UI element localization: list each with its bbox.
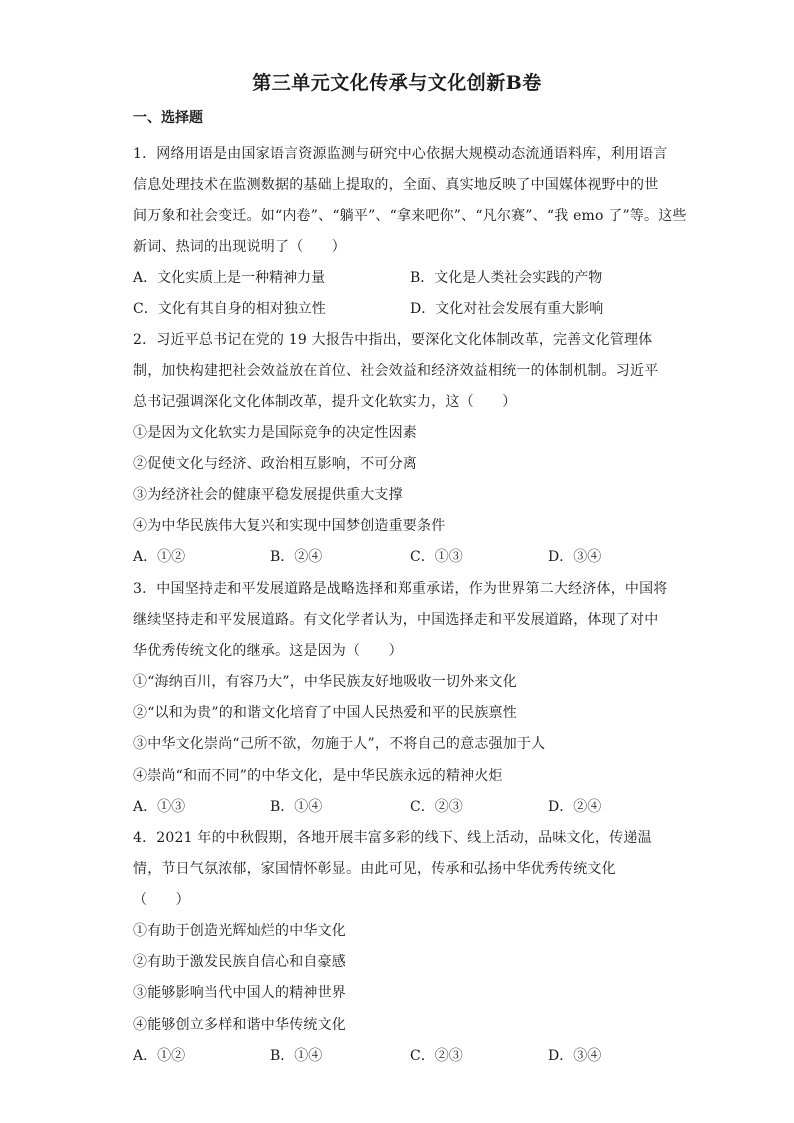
q1-option-b: B．文化是人类社会实践的产物 — [410, 270, 603, 286]
q3-line: 华优秀传统文化的继承。这是因为（ ） — [133, 643, 403, 659]
q1-line: 新词、热词的出现说明了（ ） — [133, 239, 346, 255]
section-heading: 一、选择题 — [133, 110, 203, 126]
q4-line: （ ） — [133, 892, 190, 908]
q4-statement: ②有助于激发民族自信心和自豪感 — [133, 954, 346, 970]
q2-option-b: B．②④ — [270, 549, 323, 565]
q4-option-d: D．③④ — [548, 1048, 602, 1064]
q2-line: 制，加快构建把社会效益放在首位、社会效益和经济效益相统一的体制机制。习近平 — [133, 363, 659, 379]
q3-option-a: A．①③ — [133, 799, 186, 815]
document-title: 第三单元文化传承与文化创新B卷 — [252, 72, 542, 94]
q1-option-c: C．文化有其自身的相对独立性 — [133, 301, 326, 317]
q1-option-a: A．文化实质上是一种精神力量 — [133, 270, 326, 286]
q3-statement: ①“海纳百川，有容乃大”，中华民族友好地吸收一切外来文化 — [133, 674, 517, 690]
q4-line: 情，节日气氛浓郁，家国情怀彰显。由此可见，传承和弘扬中华优秀传统文化 — [133, 861, 616, 877]
q3-statement: ③中华文化崇尚“己所不欲，勿施于人”，不将自己的意志强加于人 — [133, 736, 546, 752]
q2-option-d: D．③④ — [548, 549, 602, 565]
q3-option-d: D．②④ — [548, 799, 602, 815]
q3-option-c: C．②③ — [410, 799, 463, 815]
q4-option-a: A．①② — [133, 1048, 186, 1064]
q4-option-b: B．①④ — [270, 1048, 323, 1064]
q4-statement: ③能够影响当代中国人的精神世界 — [133, 985, 346, 1001]
q2-statement: ②促使文化与经济、政治相互影响，不可分离 — [133, 456, 417, 472]
q1-line: 间万象和社会变迁。如“内卷”、“躺平”、“拿来吧你”、“凡尔赛”、“我 emo 了”等。这些 — [133, 208, 687, 224]
q3-statement: ②“以和为贵”的和谐文化培育了中国人民热爱和平的民族禀性 — [133, 705, 517, 721]
q4-option-c: C．②③ — [410, 1048, 463, 1064]
q2-statement: ③为经济社会的健康平稳发展提供重大支撑 — [133, 487, 403, 503]
q1-line: 1．网络用语是由国家语言资源监测与研究中心依据大规模动态流通语料库，利用语言 — [133, 146, 668, 162]
q3-line: 3．中国坚持走和平发展道路是战略选择和郑重承诺，作为世界第二大经济体，中国将 — [133, 581, 668, 597]
q2-option-c: C．①③ — [410, 549, 463, 565]
q2-option-a: A．①② — [133, 549, 186, 565]
q3-line: 继续坚持走和平发展道路。有文化学者认为，中国选择走和平发展道路，体现了对中 — [133, 612, 659, 628]
q1-option-d: D．文化对社会发展有重大影响 — [410, 301, 604, 317]
q3-statement: ④崇尚“和而不同”的中华文化，是中华民族永远的精神火炬 — [133, 768, 503, 784]
q2-statement: ④为中华民族伟大复兴和实现中国梦创造重要条件 — [133, 518, 446, 534]
q4-statement: ④能够创立多样和谐中华传统文化 — [133, 1017, 346, 1033]
q2-statement: ①是因为文化软实力是国际竞争的决定性因素 — [133, 425, 417, 441]
q3-option-b: B．①④ — [270, 799, 323, 815]
q1-line: 信息处理技术在监测数据的基础上提取的，全面、真实地反映了中国媒体视野中的世 — [133, 177, 659, 193]
q2-line: 总书记强调深化文化体制改革，提升文化软实力，这（ ） — [133, 394, 517, 410]
q2-line: 2．习近平总书记在党的 19 大报告中指出，要深化文化体制改革，完善文化管理体 — [133, 332, 653, 348]
q4-line: 4．2021 年的中秋假期，各地开展丰富多彩的线下、线上活动，品味文化，传递温 — [133, 830, 652, 846]
q4-statement: ①有助于创造光辉灿烂的中华文化 — [133, 923, 346, 939]
